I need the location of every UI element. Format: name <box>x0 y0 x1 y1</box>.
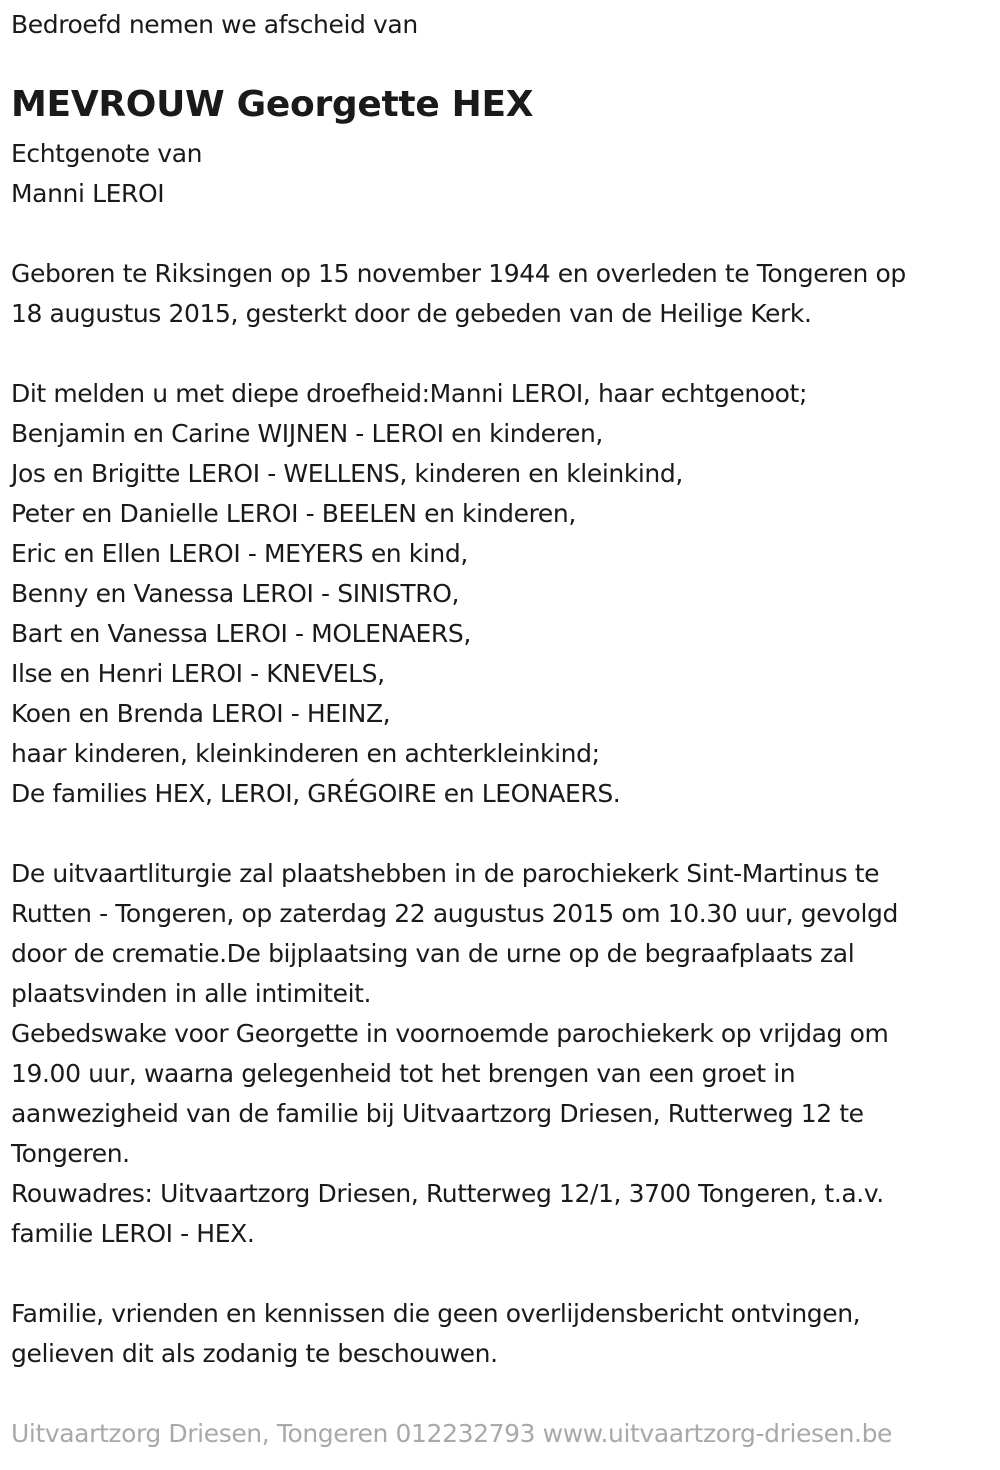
funeral-home-footer: Uitvaartzorg Driesen, Tongeren 012232793 www.uitvaartzorg-driesen.be <box>11 1419 893 1448</box>
family-block <box>11 374 807 814</box>
family-line: Eric en Ellen LEROI - MEYERS en kind, <box>11 539 468 568</box>
family-line: De families HEX, LEROI, GRÉGOIRE en LEONAERS. <box>11 779 621 808</box>
service-line: Gebedswake voor Georgette in voornoemde parochiekerk op vrijdag om <box>11 1019 889 1048</box>
funeral-service-block <box>11 854 898 1254</box>
spouse-block <box>11 134 202 214</box>
family-line: Bart en Vanessa LEROI - MOLENAERS, <box>11 619 471 648</box>
family-line: Benny en Vanessa LEROI - SINISTRO, <box>11 579 460 608</box>
closing-line: gelieven dit als zodanig te beschouwen. <box>11 1339 498 1368</box>
birth-line: 18 augustus 2015, gesterkt door de gebeden van de Heilige Kerk. <box>11 299 812 328</box>
intro-text: Bedroefd nemen we afscheid van <box>11 10 418 39</box>
service-line: Rouwadres: Uitvaartzorg Driesen, Rutterweg 12/1, 3700 Tongeren, t.a.v. <box>11 1179 884 1208</box>
service-line: 19.00 uur, waarna gelegenheid tot het brengen van een groet in <box>11 1059 796 1088</box>
service-line: door de crematie.De bijplaatsing van de urne op de begraafplaats zal <box>11 939 855 968</box>
service-line: plaatsvinden in alle intimiteit. <box>11 979 372 1008</box>
birth-death-block <box>11 254 906 334</box>
service-line: De uitvaartliturgie zal plaatshebben in de parochiekerk Sint-Martinus te <box>11 859 880 888</box>
service-line: familie LEROI - HEX. <box>11 1219 255 1248</box>
spouse-line: Manni LEROI <box>11 179 165 208</box>
service-line: Rutten - Tongeren, op zaterdag 22 augustus 2015 om 10.30 uur, gevolgd <box>11 899 898 928</box>
spouse-line: Echtgenote van <box>11 139 203 168</box>
family-line: Jos en Brigitte LEROI - WELLENS, kinderen en kleinkind, <box>11 459 683 488</box>
family-line: Peter en Danielle LEROI - BEELEN en kinderen, <box>11 499 576 528</box>
family-line: haar kinderen, kleinkinderen en achterkleinkind; <box>11 739 600 768</box>
service-line: Tongeren. <box>11 1139 130 1168</box>
closing-block <box>11 1294 860 1374</box>
service-line: aanwezigheid van de familie bij Uitvaartzorg Driesen, Rutterweg 12 te <box>11 1099 864 1128</box>
closing-line: Familie, vrienden en kennissen die geen overlijdensbericht ontvingen, <box>11 1299 861 1328</box>
family-line: Ilse en Henri LEROI - KNEVELS, <box>11 659 385 688</box>
family-line: Benjamin en Carine WIJNEN - LEROI en kinderen, <box>11 419 603 448</box>
family-line: Koen en Brenda LEROI - HEINZ, <box>11 699 391 728</box>
family-line: Dit melden u met diepe droefheid:Manni LEROI, haar echtgenoot; <box>11 379 807 408</box>
birth-line: Geboren te Riksingen op 15 november 1944 en overleden te Tongeren op <box>11 259 906 288</box>
deceased-name: MEVROUW Georgette HEX <box>11 84 534 125</box>
